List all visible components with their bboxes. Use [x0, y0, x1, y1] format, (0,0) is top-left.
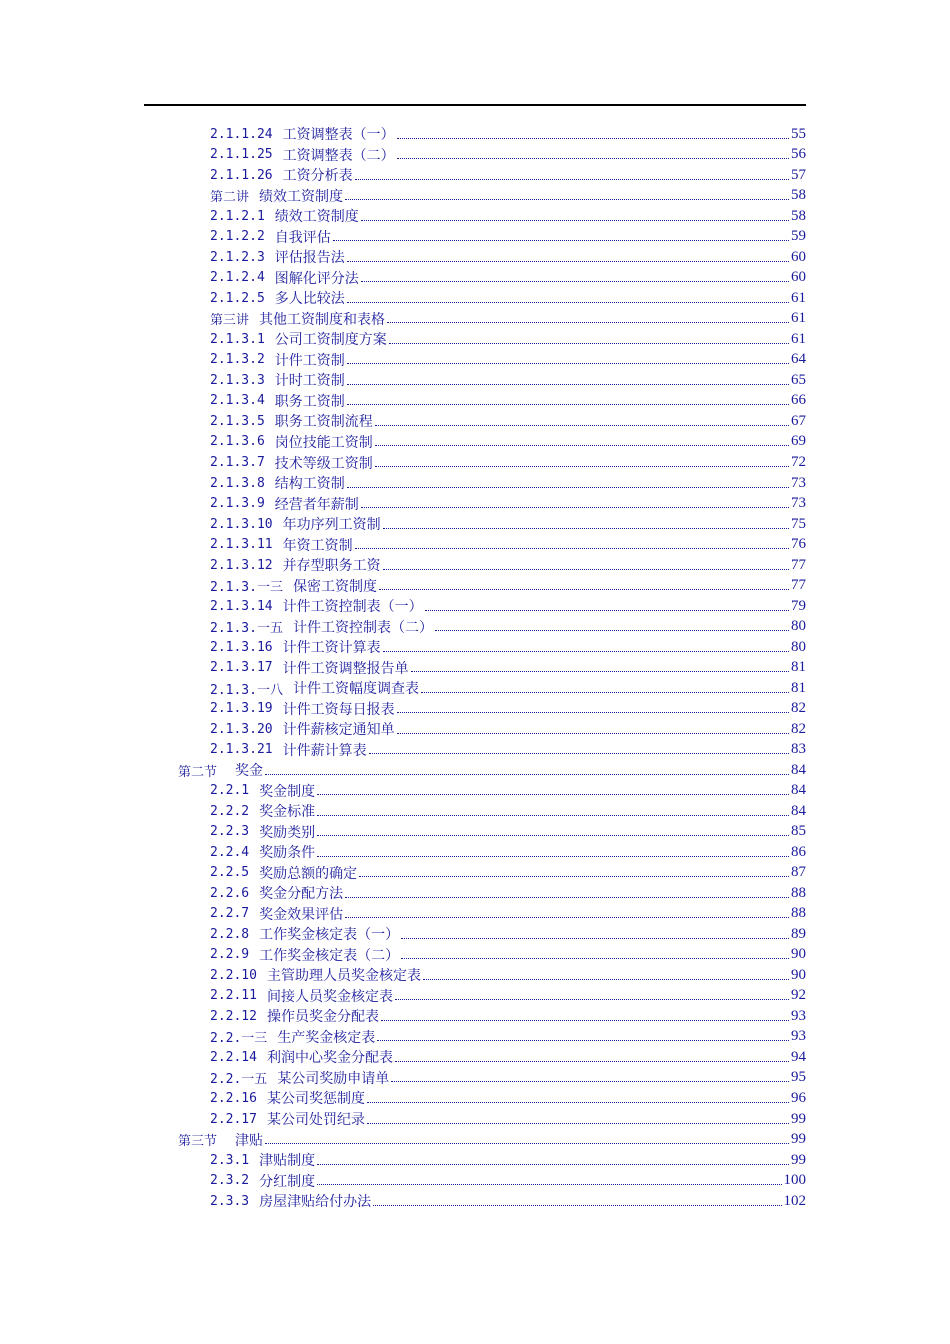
toc-entry-number: 2.1.3.3	[210, 372, 265, 388]
dot-leader	[421, 692, 789, 693]
toc-entry[interactable]	[0, 657, 950, 678]
toc-entry[interactable]	[0, 1109, 950, 1130]
toc-entry[interactable]	[0, 514, 950, 535]
toc-entry-title: 奖励条件	[259, 845, 316, 862]
toc-entry-number: 2.2.7	[210, 906, 250, 922]
dot-leader	[355, 548, 789, 549]
toc-entry-number: 2.2.8	[210, 926, 250, 942]
toc-entry-number: 2.1.3.一八	[210, 682, 283, 698]
toc-entry-number: 2.1.2.4	[210, 270, 265, 286]
toc-entry-title: 利润中心奖金分配表	[266, 1050, 393, 1067]
toc-entry[interactable]	[0, 637, 950, 658]
toc-entry-title: 计件薪计算表	[282, 742, 367, 759]
toc-entry-title: 工作奖金核定表（一）	[259, 927, 400, 944]
toc-entry-number: 2.1.3.16	[210, 639, 273, 655]
toc-entry-title: 工资调整表（二）	[282, 147, 395, 164]
toc-entry-page: 92	[791, 987, 806, 1004]
dot-leader	[375, 466, 789, 467]
toc-entry-title: 奖励总额的确定	[259, 865, 358, 882]
toc-entry[interactable]	[0, 493, 950, 514]
toc-entry-page: 64	[791, 351, 806, 368]
toc-entry-title: 岗位技能工资制	[274, 434, 373, 451]
toc-entry-page: 99	[791, 1131, 806, 1148]
toc-entry-page: 61	[791, 330, 806, 347]
toc-entry-title: 某公司处罚纪录	[266, 1112, 365, 1128]
toc-entry[interactable]	[0, 268, 950, 289]
toc-entry-page: 79	[791, 597, 806, 614]
toc-entry-number: 2.2.5	[210, 865, 250, 881]
toc-entry-number: 2.1.2.5	[210, 290, 265, 306]
toc-entry[interactable]	[0, 452, 950, 473]
toc-entry[interactable]	[0, 781, 950, 802]
toc-entry-number: 2.2.一三	[210, 1031, 268, 1047]
toc-section-entry[interactable]	[0, 760, 950, 781]
dot-leader	[397, 158, 789, 159]
toc-entry-title: 计件工资控制表（一）	[282, 599, 423, 616]
toc-entry[interactable]	[0, 719, 950, 740]
toc-entry-number: 2.1.1.25	[210, 147, 273, 163]
toc-entry-title: 技术等级工资制	[274, 455, 373, 472]
dot-leader	[359, 876, 789, 877]
toc-entry-title: 某公司奖惩制度	[266, 1091, 365, 1108]
toc-entry-page: 84	[791, 782, 806, 799]
toc-entry-number: 2.2.12	[210, 1008, 257, 1024]
toc-entry-title: 图解化评分法	[274, 270, 359, 287]
toc-entry-number: 2.2.2	[210, 803, 250, 819]
toc-entry-title: 主管助理人员奖金核定表	[266, 968, 421, 985]
dot-leader	[265, 1143, 789, 1144]
toc-entry[interactable]	[0, 616, 950, 637]
dot-leader	[317, 794, 789, 795]
toc-entry[interactable]	[0, 145, 950, 166]
dot-leader	[423, 979, 789, 980]
toc-entry[interactable]	[0, 1150, 950, 1171]
toc-entry-number: 第三节	[178, 1134, 218, 1150]
toc-section-entry[interactable]	[0, 1129, 950, 1150]
dot-leader	[401, 938, 789, 939]
toc-entry[interactable]	[0, 678, 950, 699]
toc-entry-number: 2.1.3.一五	[210, 621, 283, 637]
dot-leader	[383, 651, 789, 652]
toc-entry-number: 2.1.3.4	[210, 393, 265, 409]
toc-entry[interactable]	[0, 1027, 950, 1048]
toc-entry-title: 评估报告法	[274, 250, 345, 267]
toc-entry-page: 87	[791, 864, 806, 881]
toc-entry[interactable]	[0, 698, 950, 719]
toc-entry-title: 计件工资控制表（二）	[292, 619, 433, 636]
toc-entry-number: 2.2.14	[210, 1049, 257, 1065]
dot-leader	[375, 445, 789, 446]
toc-entry-page: 67	[791, 412, 806, 429]
dot-leader	[397, 733, 789, 734]
toc-entry[interactable]	[0, 534, 950, 555]
toc-entry-number: 2.1.3.20	[210, 721, 273, 737]
toc-entry-title: 结构工资制	[274, 476, 345, 493]
toc-entry-title: 计件薪核定通知单	[282, 722, 395, 739]
toc-entry-title: 多人比较法	[274, 291, 345, 308]
toc-entry-page: 82	[791, 700, 806, 717]
toc-entry-page: 80	[791, 638, 806, 655]
toc-entry-title: 绩效工资制度	[259, 188, 344, 205]
toc-entry-number: 2.1.3.5	[210, 413, 265, 429]
toc-entry-title: 间接人员奖金核定表	[266, 988, 393, 1005]
toc-entry-title: 其他工资制度和表格	[259, 311, 386, 328]
toc-entry-title: 房屋津贴给付办法	[259, 1194, 372, 1211]
toc-entry-number: 2.1.3.1	[210, 331, 265, 347]
toc-entry-page: 99	[791, 1110, 806, 1127]
dot-leader	[383, 528, 789, 529]
toc-entry-page: 60	[791, 248, 806, 265]
toc-entry[interactable]	[0, 124, 950, 145]
toc-entry[interactable]	[0, 575, 950, 596]
toc-entry-title: 工作奖金核定表（二）	[259, 947, 400, 964]
toc-entry-title: 计件工资幅度调查表	[292, 681, 419, 698]
dot-leader	[317, 1164, 789, 1165]
toc-entry[interactable]	[0, 391, 950, 412]
toc-entry-page: 58	[791, 207, 806, 224]
dot-leader	[379, 589, 789, 590]
dot-leader	[347, 261, 789, 262]
toc-entry[interactable]	[0, 370, 950, 391]
toc-entry-number: 第二讲	[210, 190, 250, 206]
toc-entry-page: 59	[791, 228, 806, 245]
dot-leader	[347, 384, 789, 385]
toc-entry-number: 2.2.1	[210, 783, 250, 799]
toc-entry-title: 奖金标准	[259, 804, 316, 821]
toc-entry-page: 73	[791, 474, 806, 491]
toc-entry-page: 88	[791, 905, 806, 922]
dot-leader	[317, 1184, 781, 1185]
toc-entry-page: 84	[791, 761, 806, 778]
dot-leader	[345, 199, 789, 200]
toc-entry-title: 某公司奖励申请单	[277, 1070, 390, 1087]
toc-entry[interactable]	[0, 1170, 950, 1191]
toc-entry-page: 73	[791, 495, 806, 512]
toc-entry-number: 2.1.3.12	[210, 557, 273, 573]
toc-entry-title: 奖金效果评估	[259, 906, 344, 923]
toc-entry[interactable]	[0, 206, 950, 227]
toc-entry-number: 2.2.10	[210, 967, 257, 983]
toc-entry-page: 102	[783, 1192, 806, 1209]
toc-entry[interactable]	[0, 842, 950, 863]
toc-entry-title: 职务工资制	[274, 393, 345, 410]
toc-entry-title: 分红制度	[259, 1173, 316, 1190]
dot-leader	[347, 363, 789, 364]
header-rule	[144, 104, 806, 106]
toc-entry-number: 2.2.9	[210, 947, 250, 963]
toc-entry[interactable]	[0, 288, 950, 309]
toc-entry-title: 奖金	[235, 763, 264, 780]
toc-entry-page: 85	[791, 823, 806, 840]
toc-entry-page: 65	[791, 371, 806, 388]
toc-entry-number: 2.3.1	[210, 1152, 250, 1168]
toc-entry-title: 计件工资制	[274, 352, 345, 369]
toc-entry-page: 56	[791, 146, 806, 163]
toc-entry-page: 94	[791, 1048, 806, 1065]
toc-entry-title: 公司工资制度方案	[274, 332, 387, 349]
toc-entry-page: 57	[791, 166, 806, 183]
dot-leader	[361, 281, 789, 282]
toc-entry-page: 61	[791, 289, 806, 306]
toc-entry-number: 2.2.17	[210, 1111, 257, 1127]
toc-entry[interactable]	[0, 165, 950, 186]
table-of-contents	[0, 124, 950, 1211]
toc-entry[interactable]	[0, 883, 950, 904]
toc-entry-title: 年功序列工资制	[282, 517, 381, 534]
toc-entry-title: 计件工资计算表	[282, 640, 381, 657]
toc-entry-number: 2.1.2.3	[210, 249, 265, 265]
toc-entry-page: 99	[791, 1151, 806, 1168]
toc-entry-page: 84	[791, 802, 806, 819]
toc-entry[interactable]	[0, 904, 950, 925]
toc-entry[interactable]	[0, 227, 950, 248]
toc-entry-number: 2.1.3.17	[210, 660, 273, 676]
dot-leader	[397, 712, 789, 713]
toc-entry[interactable]	[0, 945, 950, 966]
toc-entry-page: 86	[791, 843, 806, 860]
toc-entry-title: 奖金制度	[259, 783, 316, 800]
toc-entry[interactable]	[0, 863, 950, 884]
dot-leader	[397, 138, 789, 139]
toc-entry-title: 津贴制度	[259, 1153, 316, 1170]
toc-entry-page: 93	[791, 1028, 806, 1045]
toc-entry-number: 2.1.3.10	[210, 516, 273, 532]
dot-leader	[347, 404, 789, 405]
toc-entry-number: 2.3.2	[210, 1173, 250, 1189]
toc-entry-title: 奖金分配方法	[259, 886, 344, 903]
toc-entry-page: 90	[791, 966, 806, 983]
toc-entry[interactable]	[0, 555, 950, 576]
toc-entry[interactable]	[0, 186, 950, 207]
toc-entry-number: 第三讲	[210, 313, 250, 329]
toc-entry-page: 60	[791, 269, 806, 286]
toc-entry-page: 95	[791, 1069, 806, 1086]
toc-entry-number: 2.2.6	[210, 885, 250, 901]
dot-leader	[345, 917, 789, 918]
toc-entry-page: 81	[791, 659, 806, 676]
toc-entry-number: 2.2.11	[210, 988, 257, 1004]
toc-entry-number: 2.2.一五	[210, 1072, 268, 1088]
toc-entry[interactable]	[0, 822, 950, 843]
dot-leader	[401, 958, 789, 959]
dot-leader	[265, 774, 789, 775]
toc-entry[interactable]	[0, 247, 950, 268]
toc-entry-number: 2.1.3.2	[210, 352, 265, 368]
toc-entry-number: 2.2.3	[210, 824, 250, 840]
dot-leader	[333, 240, 789, 241]
toc-entry-title: 并存型职务工资	[282, 558, 381, 575]
toc-entry-title: 职务工资制流程	[274, 414, 373, 431]
toc-entry-number: 2.1.3.19	[210, 701, 273, 717]
toc-entry[interactable]	[0, 1068, 950, 1089]
toc-entry-number: 2.1.3.14	[210, 598, 273, 614]
toc-entry-number: 2.1.2.1	[210, 208, 265, 224]
toc-entry[interactable]	[0, 1191, 950, 1212]
toc-entry-number: 2.2.16	[210, 1090, 257, 1106]
dot-leader	[391, 1081, 789, 1082]
dot-leader	[345, 897, 789, 898]
toc-entry-number: 2.1.3.7	[210, 455, 265, 470]
toc-entry-page: 82	[791, 720, 806, 737]
dot-leader	[425, 610, 789, 611]
toc-entry-number: 2.2.4	[210, 844, 250, 860]
toc-entry-title: 年资工资制	[282, 537, 353, 554]
toc-entry-page: 77	[791, 556, 806, 573]
toc-entry-page: 81	[791, 679, 806, 696]
toc-entry[interactable]	[0, 309, 950, 330]
toc-entry-page: 66	[791, 392, 806, 409]
toc-entry-page: 55	[791, 125, 806, 142]
toc-entry-page: 61	[791, 310, 806, 327]
toc-entry[interactable]	[0, 986, 950, 1007]
toc-entry-title: 计件工资调整报告单	[282, 660, 409, 677]
toc-entry[interactable]	[0, 411, 950, 432]
dot-leader	[373, 1205, 781, 1206]
toc-entry-page: 93	[791, 1007, 806, 1024]
toc-entry-number: 2.1.1.24	[210, 126, 273, 142]
dot-leader	[367, 1123, 789, 1124]
toc-entry-page: 80	[791, 618, 806, 635]
toc-entry-number: 2.1.3.11	[210, 537, 273, 553]
toc-entry-title: 工资分析表	[282, 168, 353, 185]
toc-entry-number: 2.1.1.26	[210, 167, 273, 183]
toc-entry-page: 89	[791, 925, 806, 942]
toc-entry-page: 96	[791, 1089, 806, 1106]
dot-leader	[395, 1061, 789, 1062]
dot-leader	[361, 507, 789, 508]
toc-entry-page: 76	[791, 536, 806, 553]
toc-entry-title: 计件工资每日报表	[282, 701, 395, 718]
toc-entry-page: 100	[783, 1172, 806, 1189]
toc-entry[interactable]	[0, 1006, 950, 1027]
dot-leader	[383, 569, 789, 570]
toc-entry-page: 72	[791, 454, 806, 470]
toc-entry[interactable]	[0, 924, 950, 945]
toc-entry-number: 2.1.3.6	[210, 434, 265, 450]
toc-entry-number: 2.3.3	[210, 1193, 250, 1209]
toc-entry-number: 2.1.3.21	[210, 742, 273, 758]
toc-entry[interactable]	[0, 739, 950, 760]
toc-entry[interactable]	[0, 473, 950, 494]
dot-leader	[367, 1102, 789, 1103]
dot-leader	[389, 343, 789, 344]
toc-entry-number: 2.1.3.8	[210, 475, 265, 491]
toc-entry[interactable]	[0, 432, 950, 453]
dot-leader	[369, 753, 789, 754]
dot-leader	[347, 302, 789, 303]
dot-leader	[395, 999, 789, 1000]
dot-leader	[347, 487, 789, 488]
toc-entry-number: 2.1.3.一三	[210, 580, 283, 596]
toc-entry-page: 58	[791, 187, 806, 204]
toc-entry-number: 2.1.2.2	[210, 229, 265, 245]
dot-leader	[387, 322, 789, 323]
toc-entry[interactable]	[0, 329, 950, 350]
toc-entry-page: 69	[791, 433, 806, 450]
toc-entry-number: 第二节	[178, 764, 218, 780]
toc-entry[interactable]	[0, 596, 950, 617]
toc-entry-page: 75	[791, 515, 806, 532]
toc-entry-page: 83	[791, 741, 806, 758]
dot-leader	[317, 856, 789, 857]
dot-leader	[377, 1040, 789, 1041]
toc-entry-page: 88	[791, 884, 806, 901]
dot-leader	[317, 835, 789, 836]
toc-entry-title: 保密工资制度	[292, 578, 377, 595]
dot-leader	[375, 425, 789, 426]
toc-entry-page: 77	[791, 577, 806, 594]
toc-entry[interactable]	[0, 1047, 950, 1068]
dot-leader	[381, 1020, 789, 1021]
toc-entry-page: 90	[791, 946, 806, 963]
toc-entry[interactable]	[0, 965, 950, 986]
toc-entry-title: 生产奖金核定表	[277, 1029, 376, 1046]
toc-entry[interactable]	[0, 1088, 950, 1109]
toc-entry-number: 2.1.3.9	[210, 496, 265, 512]
dot-leader	[435, 630, 789, 631]
dot-leader	[317, 815, 789, 816]
toc-entry-title: 自我评估	[274, 229, 331, 246]
dot-leader	[355, 179, 789, 180]
toc-entry-title: 奖励类别	[259, 824, 316, 841]
toc-entry-title: 计时工资制	[274, 373, 345, 390]
toc-entry-title: 绩效工资制度	[274, 209, 359, 226]
toc-entry-title: 经营者年薪制	[274, 496, 359, 513]
toc-entry-title: 工资调整表（一）	[282, 127, 395, 144]
dot-leader	[411, 671, 789, 672]
dot-leader	[361, 220, 789, 221]
toc-entry[interactable]	[0, 350, 950, 371]
toc-entry-title: 操作员奖金分配表	[266, 1009, 379, 1026]
toc-entry-title: 津贴	[235, 1132, 264, 1149]
toc-entry[interactable]	[0, 801, 950, 822]
